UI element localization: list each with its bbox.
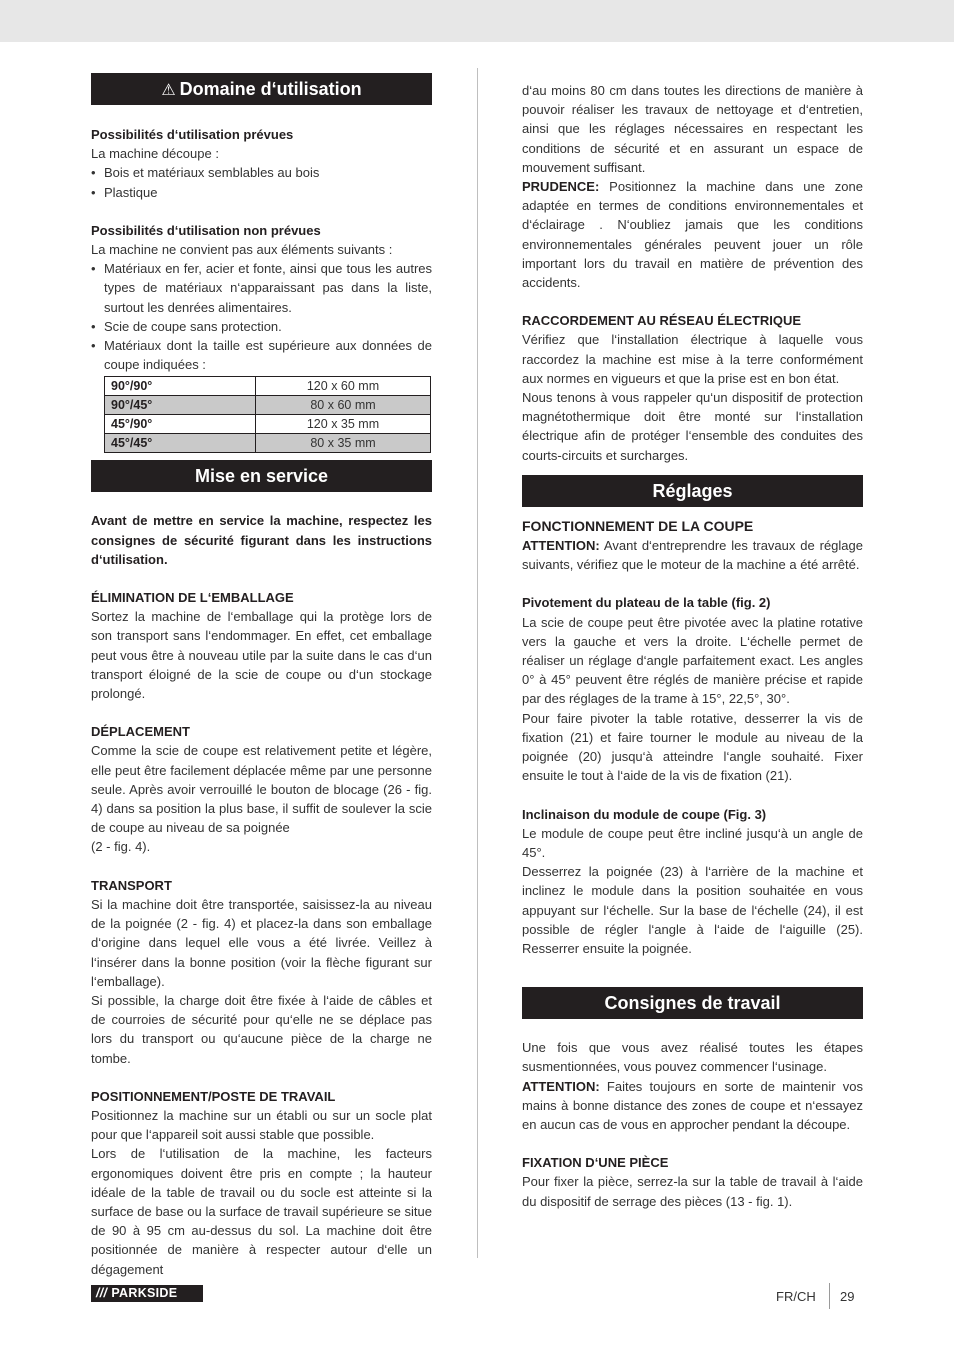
paragraph: Si possible, la charge doit être fixée à l‘aide de câbles et de courroies de sécurité pour qu‘elle ne se déplace pas lors du transport ou qu‘aucune pièce de la charge ne tombe. [91, 992, 432, 1066]
logo-stripes-icon: /// [96, 1286, 108, 1300]
parkside-logo [91, 1285, 203, 1302]
subheading: FONCTIONNEMENT DE LA COUPE [522, 517, 754, 534]
subheading: DÉPLACEMENT [91, 724, 190, 740]
list-item: • Bois et matériaux semblables au bois [91, 163, 432, 182]
paragraph: Positionnez la machine sur un établi ou sur un socle plat pour que l‘appareil soit aussi stable que possible. [91, 1107, 432, 1143]
list-item: • Scie de coupe sans protection. [91, 317, 432, 336]
brand-name: PARKSIDE [111, 1286, 178, 1300]
list-item: • Plastique [91, 183, 432, 202]
paragraph: La machine ne convient pas aux éléments suivants : [91, 242, 393, 258]
attention-label: ATTENTION: [522, 1078, 600, 1094]
paragraph: Le module de coupe peut être incliné jusqu‘à un angle de 45°. [522, 825, 863, 860]
table-row [105, 415, 431, 434]
paragraph-text: Positionnez la machine dans une zone adaptée en termes de conditions environnementales et d‘éclairage . N‘oubliez jamais que les conditions environnementales générales peuvent jouer un rôle important lors du travail en matière de prévention des accidents. [522, 179, 863, 291]
section-header-mise-en-service: Mise en service [91, 460, 432, 492]
table-cell: 45°/90° [105, 415, 256, 434]
table-cell: 45°/45° [105, 434, 256, 453]
paragraph: d‘au moins 80 cm dans toutes les directions de manière à pouvoir réaliser les travaux de nettoyage et d‘entretien, ainsi que les réglages nécessaires en respectant les conditions de sécurité et en assurant un espace de mouvement suffisant. [522, 83, 863, 175]
prudence-label: PRUDENCE: [522, 179, 600, 195]
section-header-consignes: Consignes de travail [522, 987, 863, 1019]
table-cell: 80 x 60 mm [256, 396, 431, 415]
subheading: Inclinaison du module de coupe (Fig. 3) [522, 806, 767, 822]
warning-triangle-icon: ⚠ [161, 82, 176, 99]
page-number: 29 [840, 1289, 855, 1304]
subheading: Possibilités d‘utilisation prévues [91, 127, 294, 142]
paragraph: La machine découpe : [91, 146, 219, 162]
paragraph: Vérifiez que l‘installation électrique à laquelle vous raccordez la machine est mise à la terre conformément aux normes en vigueurs et que la prise est en bon état. [522, 332, 863, 386]
table-cell: 80 x 35 mm [256, 434, 431, 453]
table-cell: 120 x 35 mm [256, 415, 431, 434]
section-header-domaine [91, 73, 432, 105]
table-row [105, 396, 431, 415]
paragraph [522, 1077, 863, 1135]
paragraph-text: Faites toujours en sorte de maintenir vos mains à bonne distance des zones de coupe et n‘essayez en aucun cas de vous en approcher pendant la découpe. [522, 1078, 863, 1132]
paragraph: Pour faire pivoter la table rotative, desserrer la vis de fixation (21) et faire tourner le module au niveau de la poignée (20) jusqu‘à atteindre l‘angle souhaité. Fixer ensuite le tout à l‘aide de la vis de fixation (21). [522, 710, 863, 784]
paragraph: Pour fixer la pièce, serrez-la sur la table de travail à l‘aide du dispositif de serrage des pièces (13 - fig. 1). [522, 1174, 863, 1209]
subheading: FIXATION D‘UNE PIÈCE [522, 1155, 669, 1171]
paragraph: La scie de coupe peut être pivotée avec la platine rotative vers la gauche et vers la droite. L‘échelle permet de réaliser un réglage d‘angle parfaitement exact. Les angles 0° à 45° peuvent être réglés de manière précise et rapide par des réglages de la trame à 15°, 22,5°, 30°. [522, 614, 863, 707]
column-divider [477, 68, 478, 1258]
paragraph [522, 177, 863, 292]
left-column [91, 73, 432, 1279]
bullet-list [91, 163, 432, 201]
subheading: Possibilités d‘utilisation non prévues [91, 222, 321, 238]
paragraph: Sortez la machine de l‘emballage qui la protège lors de son transport sans l‘endommager. En effet, cet emballage peut vous être à nouveau utile par la suite dans le cas d‘un transport éloigné de la scie de coupe ou d‘un stockage prolongé. [91, 609, 432, 702]
paragraph: (2 - fig. 4). [91, 839, 151, 855]
paragraph [522, 536, 863, 574]
attention-label: ATTENTION: [522, 538, 600, 554]
right-column [522, 81, 863, 1211]
safety-notice: Avant de mettre en service la machine, respectez les consignes de sécurité figurant dans les instructions d‘utilisation. [91, 513, 432, 567]
table-row [105, 434, 431, 453]
paragraph: Si la machine doit être transportée, saisissez-la au niveau de la poignée (2 - fig. 4) et placez-la dans son emballage d‘origine dans lequel elle vous a été livrée. Veillez à l‘insérer dans la bonne position (voir la flèche figurant sur l‘emballage). [91, 896, 432, 989]
paragraph: Desserrez la poignée (23) à l‘arrière de la machine et inclinez le module dans la position souhaitée en vous appuyant sur l‘échelle. Sur la base de l‘échelle (24), il est possible de régler l‘angle à l‘aide de l‘aiguille (25). Resserrer ensuite la poignée. [522, 864, 863, 956]
cutting-capacity-table [104, 376, 431, 453]
paragraph: Une fois que vous avez réalisé toutes les étapes susmentionnées, vous pouvez commencer l‘usinage. [522, 1040, 863, 1075]
paragraph-text: Avant d‘entreprendre les travaux de réglage suivants, vérifiez que le moteur de la machine a été arrêté. [522, 538, 863, 573]
paragraph: Comme la scie de coupe est relativement petite et légère, elle peut être facilement déplacée même par une personne seule. Après avoir verrouillé le bouton de blocage (26 - fig. 4) dans sa position la plus base, il suffit de soulever la scie de coupe au niveau de sa poignée [91, 743, 432, 836]
subheading: Pivotement du plateau de la table (fig. 2) [522, 595, 771, 611]
bullet-list [91, 259, 432, 374]
subheading: ÉLIMINATION DE L‘EMBALLAGE [91, 590, 294, 606]
table-cell: 90°/90° [105, 377, 256, 396]
paragraph: Nous tenons à vous rappeler qu‘un dispositif de protection magnétothermique doit être monté sur l‘installation électrique afin de protéger l‘ensemble des conduites des courts-circuits et surcharges. [522, 390, 863, 463]
subheading: TRANSPORT [91, 877, 172, 893]
subheading: RACCORDEMENT AU RÉSEAU ÉLECTRIQUE [522, 313, 802, 329]
paragraph: Lors de l‘utilisation de la machine, les facteurs ergonomiques doivent être pris en compte ; la hauteur idéale de la table de travail ou du socle est atteinte si la surface de base ou la surface de travail supérieure se situe de 90 à 95 cm au-dessus du sol. La machine doit être positionnée de manière à respecter autour d‘elle un dégagement [91, 1146, 432, 1277]
footer-divider [829, 1283, 830, 1309]
list-item: • Matériaux en fer, acier et fonte, ainsi que tous les autres types de matériaux n‘apparaissant pas dans la liste, surtout les denrées alimentaires. [91, 259, 432, 317]
table-row [105, 377, 431, 396]
table-cell: 120 x 60 mm [256, 377, 431, 396]
top-band [0, 0, 954, 42]
list-item: • Matériaux dont la taille est supérieure aux données de coupe indiquées : [91, 336, 432, 374]
section-header-reglages: Réglages [522, 475, 863, 507]
table-cell: 90°/45° [105, 396, 256, 415]
language-code: FR/CH [776, 1289, 816, 1304]
section-title: Domaine d‘utilisation [179, 79, 362, 99]
subheading: POSITIONNEMENT/POSTE DE TRAVAIL [91, 1088, 336, 1104]
